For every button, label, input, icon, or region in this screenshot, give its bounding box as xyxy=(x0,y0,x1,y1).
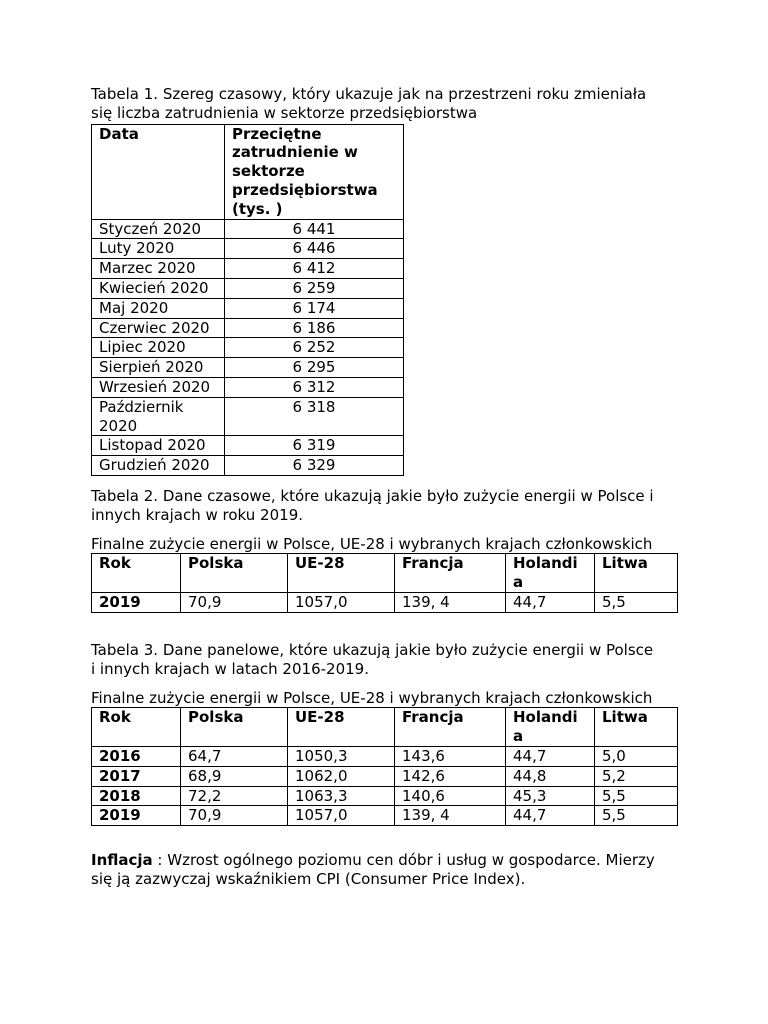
table3-value-cell: 68,9 xyxy=(181,766,288,786)
table-row xyxy=(92,397,404,436)
table3-header-cell: UE-28 xyxy=(288,708,395,747)
table1-value-cell: 6 319 xyxy=(225,436,404,456)
table1-value-cell: 6 174 xyxy=(225,298,404,318)
table2-year-cell: 2019 xyxy=(92,592,181,612)
definition-text-line2: się ją zazwyczaj wskaźnikiem CPI (Consumer Price Index). xyxy=(91,869,526,888)
table-row xyxy=(92,358,404,378)
table-row xyxy=(92,278,404,298)
table3-value-cell: 5,0 xyxy=(595,746,678,766)
table2-subtitle: Finalne zużycie energii w Polsce, UE-28 i wybranych krajach członkowskich xyxy=(91,534,653,553)
table1-value-cell: 6 252 xyxy=(225,338,404,358)
table3-value-cell: 5,5 xyxy=(595,806,678,826)
table1-date-cell: Lipiec 2020 xyxy=(92,338,225,358)
table1-value-cell: 6 186 xyxy=(225,318,404,338)
table2 xyxy=(91,553,678,612)
table2-header-row xyxy=(92,554,678,593)
table2-value-cell: 44,7 xyxy=(506,592,595,612)
table1-value-cell: 6 412 xyxy=(225,259,404,279)
table3-header-row xyxy=(92,708,678,747)
table-row xyxy=(92,766,678,786)
table1-value-cell: 6 295 xyxy=(225,358,404,378)
table3-year-cell: 2017 xyxy=(92,766,181,786)
table3-section xyxy=(91,641,678,826)
table1-header-row xyxy=(92,124,404,219)
table3-year-cell: 2019 xyxy=(92,806,181,826)
table3-value-cell: 44,7 xyxy=(506,746,595,766)
table3-value-cell: 45,3 xyxy=(506,786,595,806)
table2-header-cell: Litwa xyxy=(595,554,678,593)
table3-subtitle: Finalne zużycie energii w Polsce, UE-28 i wybranych krajach członkowskich xyxy=(91,688,653,707)
table-row xyxy=(92,239,404,259)
table2-header-cell: UE-28 xyxy=(288,554,395,593)
table-row xyxy=(92,436,404,456)
table2-value-cell: 70,9 xyxy=(181,592,288,612)
table3-caption-line2: i innych krajach w latach 2016-2019. xyxy=(91,659,369,678)
definition-line1 xyxy=(91,851,655,870)
definition-term: Inflacja xyxy=(91,851,153,869)
table-row xyxy=(92,592,678,612)
table2-header-cell: Rok xyxy=(92,554,181,593)
table1-header-employment: Przeciętne zatrudnienie w sektorze przedsiębiorstwa (tys. ) xyxy=(225,124,404,219)
table-row xyxy=(92,806,678,826)
table-row xyxy=(92,746,678,766)
table1-caption-line1: Tabela 1. Szereg czasowy, który ukazuje jak na przestrzeni roku zmieniała xyxy=(91,85,647,103)
table1-section xyxy=(91,85,646,476)
table2-header-cell: Francja xyxy=(395,554,506,593)
table3-value-cell: 44,8 xyxy=(506,766,595,786)
table3-caption-line1: Tabela 3. Dane panelowe, które ukazują jakie było zużycie energii w Polsce xyxy=(91,641,654,659)
table-row xyxy=(92,318,404,338)
table-row xyxy=(92,259,404,279)
table1-caption-line2: się liczba zatrudnienia w sektorze przedsiębiorstwa xyxy=(91,103,478,122)
table3-value-cell: 72,2 xyxy=(181,786,288,806)
table1-value-cell: 6 259 xyxy=(225,278,404,298)
table2-value-cell: 5,5 xyxy=(595,592,678,612)
table1-date-cell: Maj 2020 xyxy=(92,298,225,318)
table1-value-cell: 6 318 xyxy=(225,397,404,436)
table3-value-cell: 1062,0 xyxy=(288,766,395,786)
table3-header-cell: Rok xyxy=(92,708,181,747)
table1-date-cell: Marzec 2020 xyxy=(92,259,225,279)
table1-value-cell: 6 329 xyxy=(225,456,404,476)
table1-header-date: Data xyxy=(92,124,225,219)
definition-text-line1: : Wzrost ogólnego poziomu cen dóbr i usług w gospodarce. Mierzy xyxy=(152,851,655,869)
table3-value-cell: 64,7 xyxy=(181,746,288,766)
table1-date-cell: Styczeń 2020 xyxy=(92,219,225,239)
table3-header-cell: Francja xyxy=(395,708,506,747)
table3-value-cell: 140,6 xyxy=(395,786,506,806)
table1-date-cell: Grudzień 2020 xyxy=(92,456,225,476)
table-row xyxy=(92,338,404,358)
table1-date-cell: Czerwiec 2020 xyxy=(92,318,225,338)
table1-value-cell: 6 441 xyxy=(225,219,404,239)
table2-value-cell: 139, 4 xyxy=(395,592,506,612)
table3-year-cell: 2018 xyxy=(92,786,181,806)
table-row xyxy=(92,377,404,397)
table1-date-cell: Sierpień 2020 xyxy=(92,358,225,378)
table1-value-cell: 6 312 xyxy=(225,377,404,397)
table1-date-cell: Kwiecień 2020 xyxy=(92,278,225,298)
table1-date-cell: Wrzesień 2020 xyxy=(92,377,225,397)
table3-value-cell: 1063,3 xyxy=(288,786,395,806)
table2-header-cell: Holandi a xyxy=(506,554,595,593)
table3-value-cell: 142,6 xyxy=(395,766,506,786)
table2-caption-line2: innych krajach w roku 2019. xyxy=(91,505,303,524)
table1-date-cell: Listopad 2020 xyxy=(92,436,225,456)
table2-caption-line1: Tabela 2. Dane czasowe, które ukazują jakie było zużycie energii w Polsce i xyxy=(91,487,654,505)
table-row xyxy=(92,456,404,476)
table3-value-cell: 143,6 xyxy=(395,746,506,766)
table1-date-cell: Luty 2020 xyxy=(92,239,225,259)
table3 xyxy=(91,707,678,826)
table3-header-cell: Litwa xyxy=(595,708,678,747)
table2-header-cell: Polska xyxy=(181,554,288,593)
table-row xyxy=(92,219,404,239)
table1-value-cell: 6 446 xyxy=(225,239,404,259)
table-row xyxy=(92,298,404,318)
table3-header-cell: Holandi a xyxy=(506,708,595,747)
table-row xyxy=(92,786,678,806)
table3-year-cell: 2016 xyxy=(92,746,181,766)
table3-value-cell: 1057,0 xyxy=(288,806,395,826)
table3-value-cell: 44,7 xyxy=(506,806,595,826)
definition-section xyxy=(91,851,655,889)
table3-header-cell: Polska xyxy=(181,708,288,747)
table3-value-cell: 139, 4 xyxy=(395,806,506,826)
table3-value-cell: 5,5 xyxy=(595,786,678,806)
table2-section xyxy=(91,487,678,613)
table3-value-cell: 5,2 xyxy=(595,766,678,786)
table3-value-cell: 70,9 xyxy=(181,806,288,826)
table3-value-cell: 1050,3 xyxy=(288,746,395,766)
table1-date-cell: Październik 2020 xyxy=(92,397,225,436)
table1 xyxy=(91,124,404,476)
table2-value-cell: 1057,0 xyxy=(288,592,395,612)
